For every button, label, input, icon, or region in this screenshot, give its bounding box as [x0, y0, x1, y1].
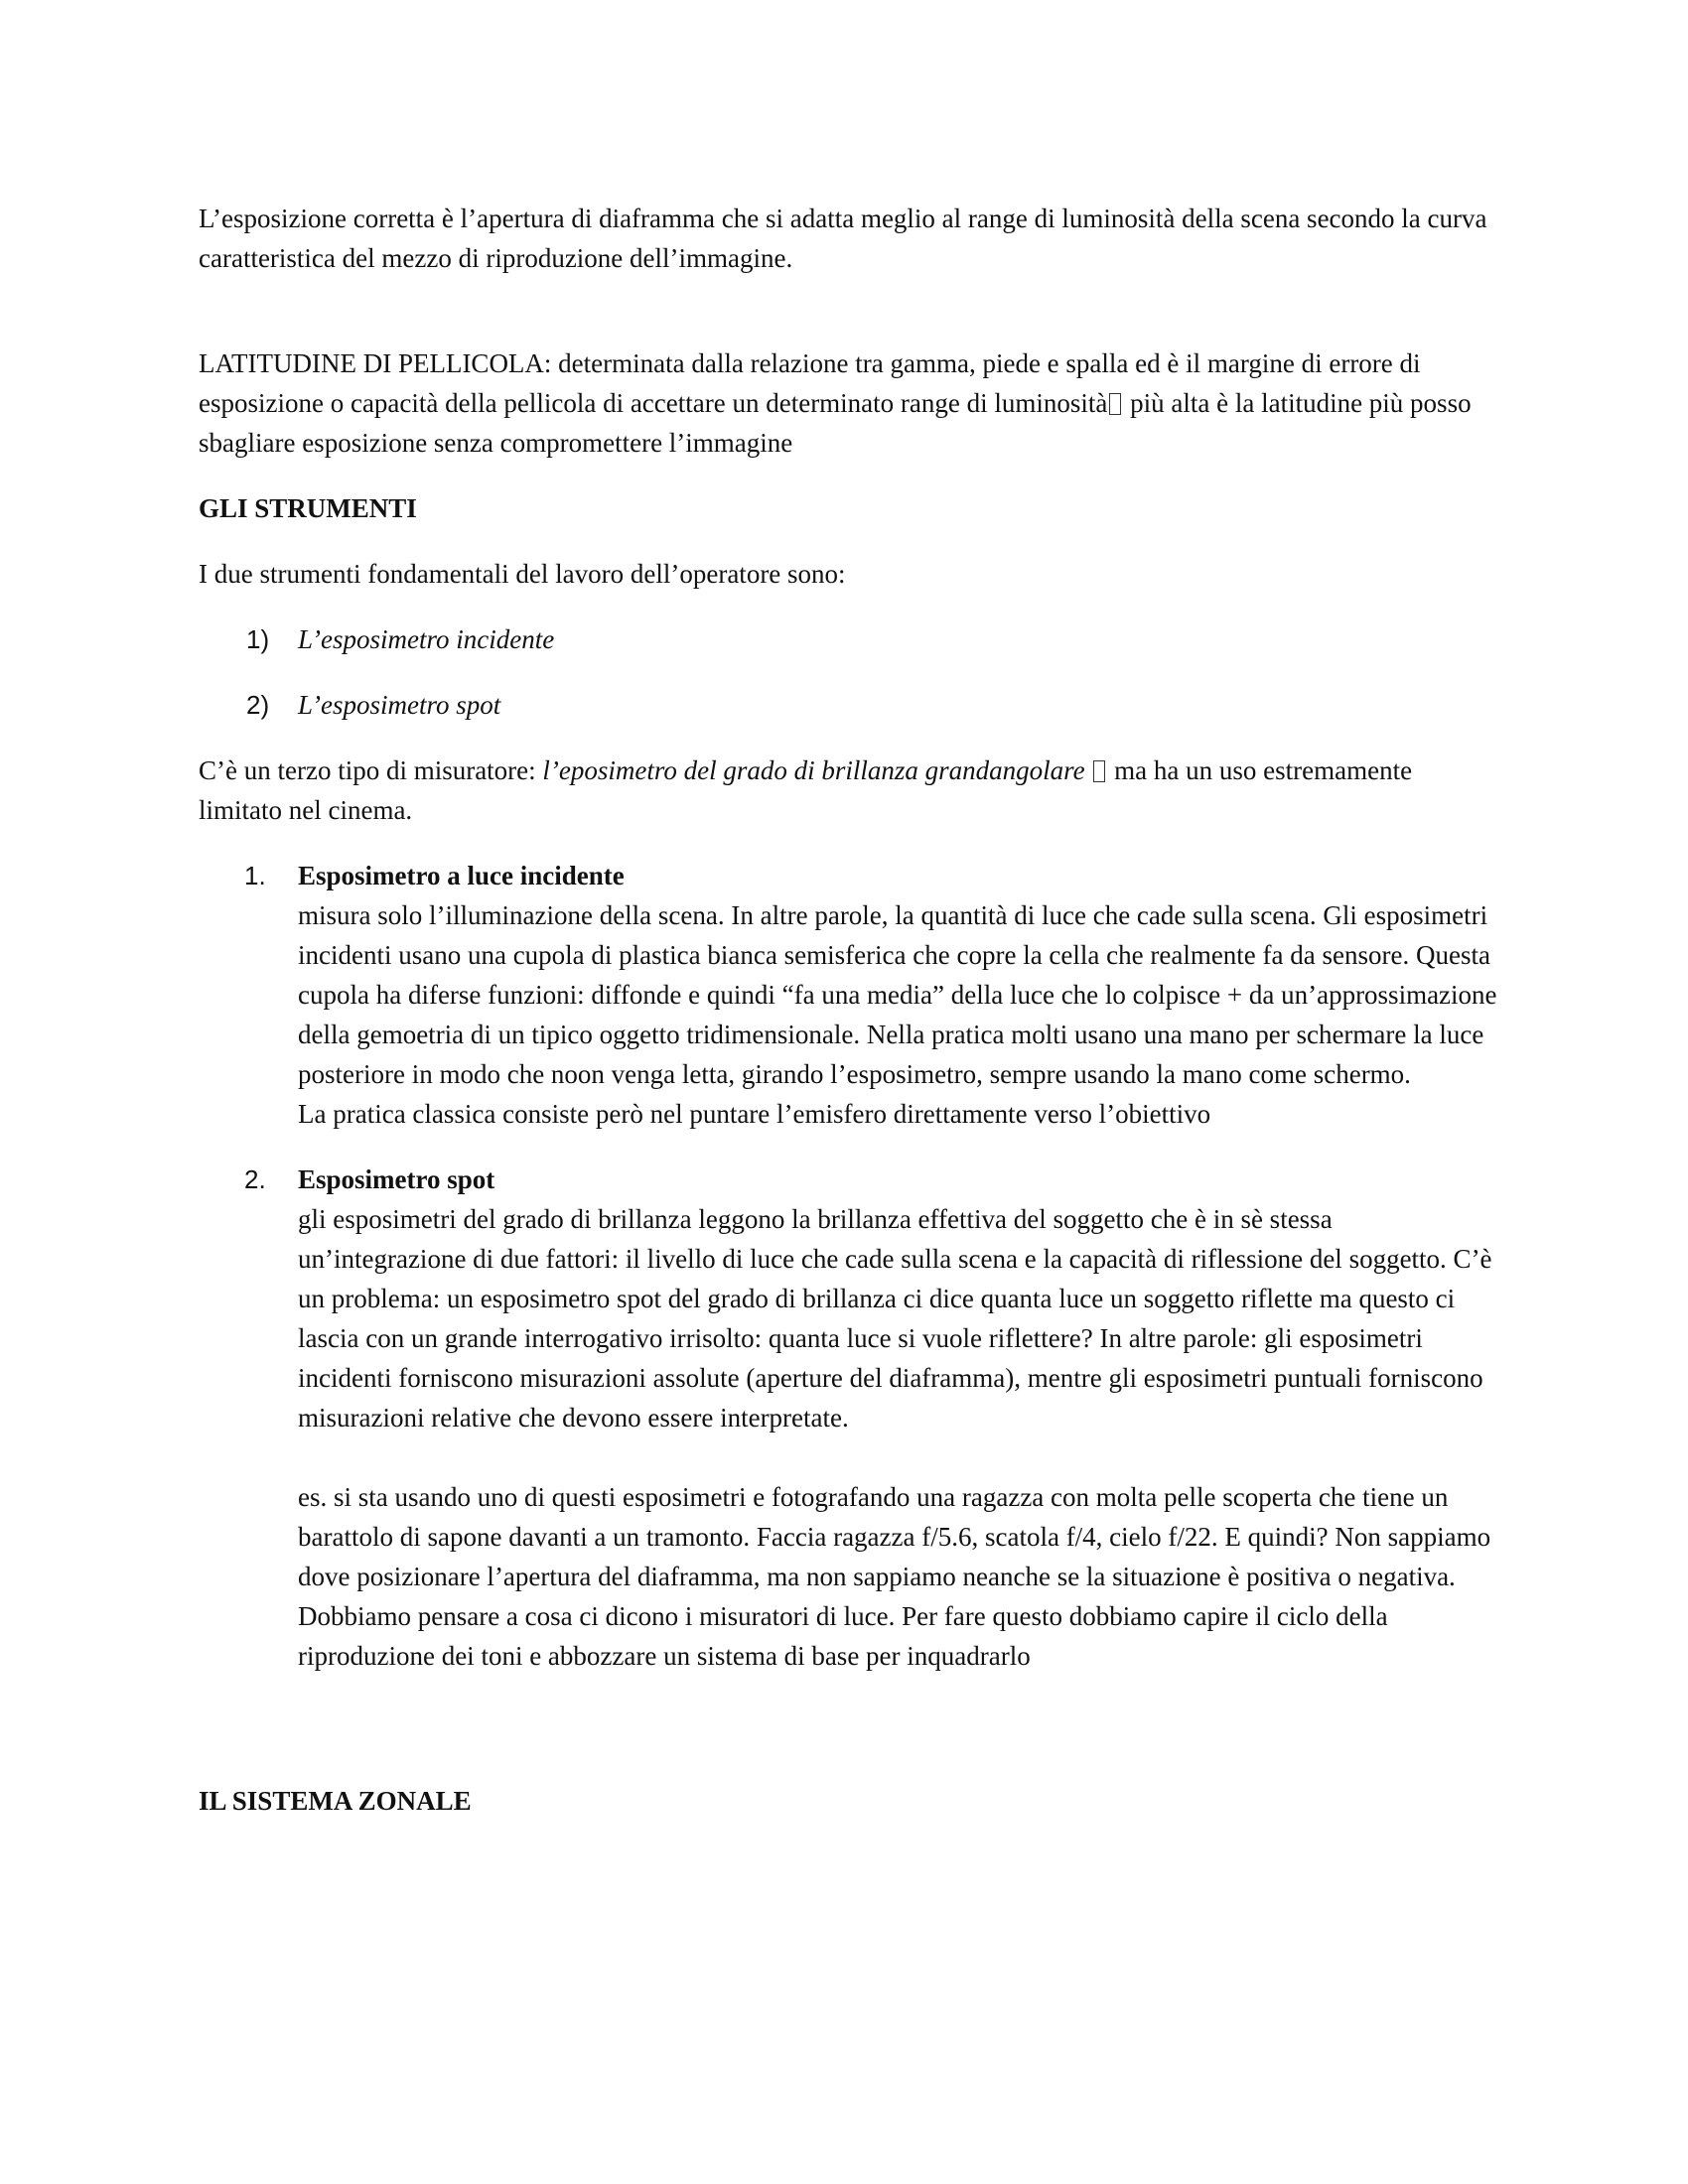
intro-paragraph: L’esposizione corretta è l’apertura di diaframma che si adatta meglio al range di luminosità della scena secondo la curva caratteristica del mezzo di riproduzione dell’immagine. [199, 204, 1487, 273]
list-item [199, 856, 1499, 1134]
zonale-heading: IL SISTEMA ZONALE [199, 1786, 472, 1816]
list-item-text: L’esposimetro incidente [298, 624, 555, 654]
document-page [199, 199, 1499, 1821]
strumenti-intro: I due strumenti fondamentali del lavoro dell’operatore sono: [199, 559, 846, 589]
latitudine-text-a: LATITUDINE DI PELLICOLA: determinata dalla relazione tra gamma, piede e spalla ed è il margine di errore di esposizione o capacità della pellicola di accettare un determinato range di luminosità [199, 348, 1421, 418]
terzo-text-a: C’è un terzo tipo di misuratore: [199, 755, 543, 785]
list-item-paragraph: gli esposimetri del grado di brillanza leggono la brillanza effettiva del soggetto che è in sè stessa un’integrazione di due fattori: il livello di luce che cade sulla scena e la capacità di riflessione del soggetto. C’è un problema: un esposimetro spot del grado di brillanza ci dice quanta luce un soggetto riflette ma questo ci lascia con un grande interrogativo irrisolto: quanta luce si vuole riflettere? In altre parole: gli esposimetri incidenti forniscono misurazioni assolute (aperture del diaframma), mentre gli esposimetri puntuali forniscono misurazioni relative che devono essere interpretate. [298, 1204, 1492, 1433]
list-item-title: Esposimetro spot [298, 1164, 495, 1194]
list-item-paragraph: misura solo l’illuminazione della scena. In altre parole, la quantità di luce che cade sulla scena. Gli esposimetri incidenti usano una cupola di plastica bianca semisferica che copre la cella che realmente fa da sensore. Questa cupola ha diferse funzioni: diffonde e quindi “fa una media” della luce che lo colpisce + da un’approssimazione della gemoetria di un tipico oggetto tridimensionale. Nella pratica molti usano una mano per schermare la luce posteriore in modo che noon venga letta, girando l’esposimetro, sempre usando la mano come schermo. [298, 900, 1497, 1089]
list-item-number: 1. [244, 861, 266, 890]
latitudine-paragraph [199, 343, 1499, 463]
list-item-title: Esposimetro a luce incidente [298, 861, 625, 890]
terzo-text-italic: l’eposimetro del grado di brillanza grandangolare [542, 755, 1085, 785]
list-item [199, 619, 1499, 659]
arrow-symbol-icon [1109, 393, 1121, 415]
list-item-number: 2. [244, 1164, 266, 1194]
list-item-paragraph: es. si sta usando uno di questi esposimetri e fotografando una ragazza con molta pelle scoperta che tiene un barattolo di sapone davanti a un tramonto. Faccia ragazza f/5.6, scatola f/4, cielo f/22. E quindi? Non sappiamo dove posizionare l’apertura del diaframma, ma non sappiamo neanche se la situazione è positiva o negativa. Dobbiamo pensare a cosa ci dicono i misuratori di luce. Per fare questo dobbiamo capire il ciclo della riproduzione dei toni e abbozzare un sistema di base per inquadrarlo [298, 1482, 1491, 1671]
list-item-text: L’esposimetro spot [298, 690, 501, 720]
esposimetri-list [199, 856, 1499, 1676]
strumenti-heading: GLI STRUMENTI [199, 493, 417, 523]
arrow-symbol-icon [1093, 760, 1105, 782]
list-item-number: 2) [246, 690, 270, 720]
strumenti-list [199, 619, 1499, 725]
list-item-number: 1) [246, 624, 270, 654]
list-item [199, 1160, 1499, 1676]
list-item [199, 685, 1499, 725]
list-item-paragraph: La pratica classica consiste però nel puntare l’emisfero direttamente verso l’obiettivo [298, 1099, 1211, 1129]
terzo-text-b: ma ha un uso estremamente limitato nel cinema. [199, 755, 1413, 825]
terzo-misuratore-paragraph [199, 751, 1499, 830]
latitudine-text-b: più alta è la latitudine più posso sbagliare esposizione senza compromettere l’immagine [199, 388, 1472, 458]
